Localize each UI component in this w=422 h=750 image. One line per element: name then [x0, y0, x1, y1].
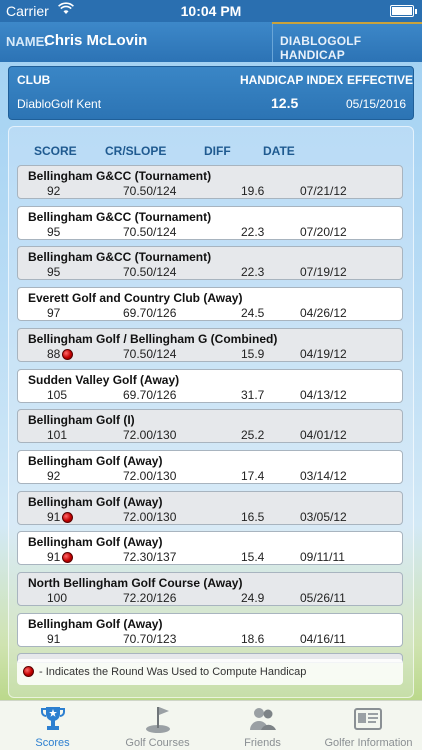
score-row[interactable] — [17, 531, 403, 565]
round-date: 07/20/12 — [300, 225, 347, 239]
score-row[interactable] — [17, 287, 403, 321]
tab-golf-courses[interactable] — [105, 701, 210, 750]
club-value: DiabloGolf Kent — [17, 97, 102, 111]
accent-line — [272, 22, 422, 24]
cr-slope-value: 69.70/126 — [123, 306, 177, 320]
cr-slope-value: 69.70/126 — [123, 388, 177, 402]
cr-slope-value: 72.00/130 — [123, 428, 177, 442]
golf-flag-icon — [143, 704, 173, 734]
golf-ball-icon — [62, 552, 73, 563]
cr-slope-value: 70.50/124 — [123, 225, 177, 239]
name-label: NAME: — [6, 34, 49, 49]
tab-golfer-information-label: Golfer Information — [324, 737, 413, 749]
round-date: 04/01/12 — [300, 428, 347, 442]
score-row[interactable] — [17, 328, 403, 362]
round-date: 07/21/12 — [300, 184, 347, 198]
legend — [17, 659, 403, 685]
trophy-icon — [38, 704, 68, 734]
score-row[interactable] — [17, 491, 403, 525]
score-value: 92 — [47, 469, 61, 483]
differential-value: 15.4 — [241, 550, 265, 564]
differential-value: 16.5 — [241, 510, 265, 524]
cr-slope-value: 72.30/137 — [123, 550, 177, 564]
course-name: Sudden Valley Golf (Away) — [28, 373, 180, 387]
differential-value: 24.9 — [241, 591, 265, 605]
differential-value: 18.6 — [241, 632, 265, 646]
score-value: 105 — [47, 388, 68, 402]
differential-value: 17.4 — [241, 469, 265, 483]
golf-ball-icon — [23, 666, 34, 677]
course-name: Bellingham G&CC (Tournament) — [28, 210, 212, 224]
score-value: 88 — [47, 347, 61, 361]
tab-friends-label: Friends — [244, 737, 281, 749]
score-value: 92 — [47, 184, 61, 198]
id-card-icon — [353, 704, 383, 734]
course-name: North Bellingham Golf Course (Away) — [28, 576, 243, 590]
course-name: Bellingham Golf (Away) — [28, 617, 163, 631]
round-date: 03/14/12 — [300, 469, 347, 483]
score-row[interactable] — [17, 206, 403, 240]
course-name: Bellingham G&CC (Tournament) — [28, 169, 212, 183]
cr-slope-value: 70.50/124 — [123, 265, 177, 279]
score-value: 101 — [47, 428, 68, 442]
clock: 10:04 PM — [180, 3, 242, 19]
app-header — [0, 22, 422, 62]
column-cr-slope: CR/SLOPE — [105, 144, 167, 158]
score-value: 97 — [47, 306, 61, 320]
golf-ball-icon — [62, 512, 73, 523]
cr-slope-value: 70.70/123 — [123, 632, 177, 646]
golf-ball-icon — [62, 349, 73, 360]
score-value: 100 — [47, 591, 68, 605]
score-row[interactable] — [17, 572, 403, 606]
effective-header: EFFECTIVE — [347, 73, 414, 87]
score-value: 91 — [47, 550, 61, 564]
course-name: Bellingham Golf (Away) — [28, 495, 163, 509]
score-row[interactable] — [17, 613, 403, 647]
handicap-summary-panel — [8, 66, 414, 120]
app-title: DIABLOGOLF HANDICAP — [280, 34, 362, 62]
score-value: 91 — [47, 510, 61, 524]
round-date: 04/19/12 — [300, 347, 347, 361]
cr-slope-value: 70.50/124 — [123, 347, 177, 361]
score-row[interactable] — [17, 409, 403, 443]
header-divider — [272, 22, 273, 62]
score-row[interactable] — [17, 165, 403, 199]
differential-value: 22.3 — [241, 265, 265, 279]
battery-icon — [390, 5, 414, 17]
differential-value: 25.2 — [241, 428, 265, 442]
differential-value: 22.3 — [241, 225, 265, 239]
tab-golfer-information[interactable] — [315, 701, 422, 750]
course-name: Bellingham Golf (Away) — [28, 535, 163, 549]
golfer-name: Chris McLovin — [44, 32, 148, 49]
legend-text: - Indicates the Round Was Used to Compute Handicap — [39, 666, 307, 678]
course-name: Bellingham G&CC (Tournament) — [28, 250, 212, 264]
course-name: Bellingham Golf / Bellingham G (Combined) — [28, 332, 278, 346]
score-row[interactable] — [17, 450, 403, 484]
cr-slope-value: 70.50/124 — [123, 184, 177, 198]
carrier-label: Carrier — [6, 3, 49, 19]
round-date: 09/11/11 — [300, 550, 345, 564]
tab-golf-courses-label: Golf Courses — [125, 737, 190, 749]
tab-scores[interactable] — [0, 701, 105, 750]
tab-bar — [0, 700, 422, 750]
differential-value: 15.9 — [241, 347, 265, 361]
cr-slope-value: 72.00/130 — [123, 510, 177, 524]
score-row[interactable] — [17, 246, 403, 280]
differential-value: 19.6 — [241, 184, 265, 198]
effective-date-value: 05/15/2016 — [346, 97, 407, 111]
friends-icon — [248, 704, 278, 734]
course-name: Bellingham Golf (I) — [28, 413, 135, 427]
differential-value: 31.7 — [241, 388, 265, 402]
tab-scores-label: Scores — [35, 737, 70, 749]
column-diff: DIFF — [204, 144, 231, 158]
handicap-index-value: 12.5 — [271, 95, 299, 111]
round-date: 04/26/12 — [300, 306, 347, 320]
cr-slope-value: 72.20/126 — [123, 591, 177, 605]
course-name: Everett Golf and Country Club (Away) — [28, 291, 243, 305]
column-date: DATE — [263, 144, 295, 158]
tab-friends[interactable] — [210, 701, 315, 750]
column-score: SCORE — [34, 144, 77, 158]
score-value: 95 — [47, 265, 61, 279]
differential-value: 24.5 — [241, 306, 265, 320]
course-name: Bellingham Golf (Away) — [28, 454, 163, 468]
status-bar — [0, 0, 422, 22]
round-date: 04/16/11 — [300, 632, 346, 646]
scores-list-panel[interactable] — [8, 126, 414, 698]
round-date: 04/13/12 — [300, 388, 347, 402]
club-header: CLUB — [17, 73, 51, 87]
cr-slope-value: 72.00/130 — [123, 469, 177, 483]
round-date: 07/19/12 — [300, 265, 347, 279]
round-date: 05/26/11 — [300, 591, 346, 605]
round-date: 03/05/12 — [300, 510, 347, 524]
handicap-index-header: HANDICAP INDEX — [240, 73, 344, 87]
score-row[interactable] — [17, 369, 403, 403]
score-value: 95 — [47, 225, 61, 239]
score-value: 91 — [47, 632, 61, 646]
